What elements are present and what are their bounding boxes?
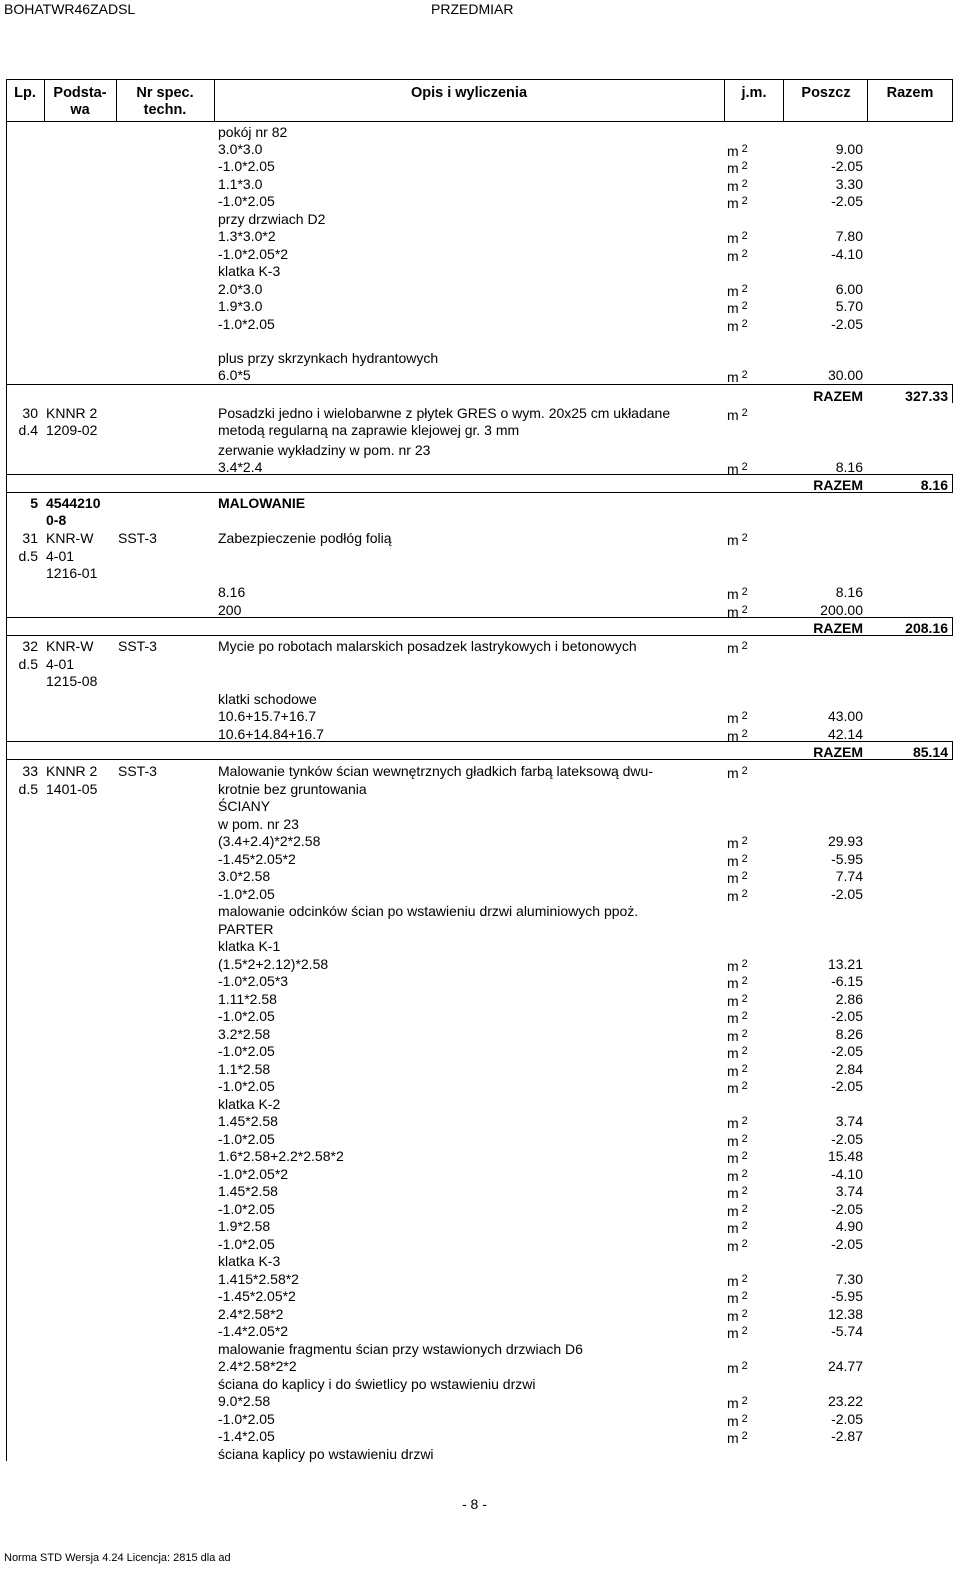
- cell-poszcz: 29.93: [827, 833, 863, 849]
- header-opis: Opis i wyliczenia: [410, 85, 528, 101]
- cell-opis: -1.0*2.05: [218, 1078, 275, 1094]
- cell-lp: 32: [22, 638, 38, 654]
- cell-opis: -1.0*2.05*3: [218, 973, 289, 989]
- cell-opis: pokój nr 82: [218, 124, 288, 140]
- cell-jm: m $^2$: [727, 586, 748, 602]
- cell-opis: -1.0*2.05: [218, 1411, 275, 1427]
- cell-opis: (3.4+2.4)*2*2.58: [218, 833, 321, 849]
- cell-jm: m $^2$: [727, 1168, 748, 1184]
- cell-opis: -1.0*2.05*2: [218, 246, 289, 262]
- cell-jm: m $^2$: [727, 1028, 748, 1044]
- cell-opis: krotnie bez gruntowania: [218, 781, 367, 797]
- cell-opis: 3.0*2.58: [218, 868, 271, 884]
- cell-jm: m $^2$: [727, 283, 748, 299]
- table-left-border: [6, 79, 7, 1461]
- cell-razem: 327.33: [905, 388, 948, 404]
- cell-poszcz: -4.10: [831, 246, 863, 262]
- cell-jm: m $^2$: [727, 1063, 748, 1079]
- header-bottom-border: [6, 121, 953, 122]
- cell-opis: 1.9*3.0: [218, 298, 263, 314]
- cell-jm: m $^2$: [727, 975, 748, 991]
- cell-opis: klatka K-3: [218, 263, 281, 279]
- cell-jm: m $^2$: [727, 993, 748, 1009]
- cell-opis: -1.0*2.05*2: [218, 1166, 289, 1182]
- cell-jm: m $^2$: [727, 1133, 748, 1149]
- cell-poszcz: -2.05: [831, 193, 863, 209]
- cell-jm: m $^2$: [727, 300, 748, 316]
- cell-jm: m $^2$: [727, 1220, 748, 1236]
- cell-poszcz: -2.05: [831, 1201, 863, 1217]
- cell-lp: 5: [30, 495, 38, 511]
- cell-opis: klatka K-2: [218, 1096, 281, 1112]
- cell-poszcz: 3.74: [835, 1113, 863, 1129]
- header-divider: [116, 79, 117, 122]
- cell-opis: 1.6*2.58+2.2*2.58*2: [218, 1148, 344, 1164]
- cell-poszcz: -6.15: [831, 973, 863, 989]
- cell-poszcz: 9.00: [835, 141, 863, 157]
- cell-podstawa: 0-8: [46, 512, 67, 528]
- cell-poszcz: -2.05: [831, 1411, 863, 1427]
- cell-opis: -1.0*2.05: [218, 1201, 275, 1217]
- cell-opis: Zabezpieczenie podłóg folią: [218, 530, 392, 546]
- cell-opis: 1.45*2.58: [218, 1183, 278, 1199]
- cell-poszcz: 5.70: [835, 298, 863, 314]
- cell-lp: d.4: [18, 422, 38, 438]
- cell-poszcz: 8.16: [835, 584, 863, 600]
- cell-opis: -1.45*2.05*2: [218, 851, 296, 867]
- cell-opis: 3.2*2.58: [218, 1026, 271, 1042]
- cell-poszcz: 8.16: [835, 459, 863, 475]
- cell-jm: m $^2$: [727, 640, 748, 656]
- cell-opis: zerwanie wykładziny w pom. nr 23: [218, 442, 431, 458]
- header-divider: [867, 79, 868, 122]
- cell-poszcz: -2.05: [831, 886, 863, 902]
- cell-jm: m $^2$: [727, 318, 748, 334]
- cell-opis: -1.45*2.05*2: [218, 1288, 296, 1304]
- cell-jm: m $^2$: [727, 1045, 748, 1061]
- header-divider: [724, 79, 725, 122]
- cell-poszcz: -4.10: [831, 1166, 863, 1182]
- cell-podstawa: 4-01: [46, 548, 75, 564]
- page-number: - 8 -: [462, 1496, 487, 1512]
- header-divider: [44, 79, 45, 122]
- header-divider: [783, 79, 784, 122]
- razem-box-border: [952, 474, 953, 493]
- cell-poszcz: -2.05: [831, 1008, 863, 1024]
- cell-jm: m $^2$: [727, 1150, 748, 1166]
- cell-jm: m $^2$: [727, 178, 748, 194]
- header-nr-spec-line1: Nr spec.: [136, 85, 194, 101]
- cell-opis: -1.0*2.05: [218, 1043, 275, 1059]
- cell-jm: m $^2$: [727, 1413, 748, 1429]
- cell-opis: PARTER: [218, 921, 274, 937]
- cell-poszcz: 8.26: [835, 1026, 863, 1042]
- cell-opis: 2.4*2.58*2*2: [218, 1358, 297, 1374]
- cell-opis: Mycie po robotach malarskich posadzek lastrykowych i betonowych: [218, 638, 637, 654]
- cell-jm: m $^2$: [727, 143, 748, 159]
- cell-opis: 3.4*2.4: [218, 459, 263, 475]
- cell-jm: m $^2$: [727, 230, 748, 246]
- cell-lp: 33: [22, 763, 38, 779]
- cell-poszcz: 23.22: [827, 1393, 863, 1409]
- cell-opis: klatki schodowe: [218, 691, 317, 707]
- header-podstawa-line1: Podsta-: [53, 85, 107, 101]
- cell-opis: 1.3*3.0*2: [218, 228, 276, 244]
- cell-jm: m $^2$: [727, 1203, 748, 1219]
- cell-opis: plus przy skrzynkach hydrantowych: [218, 350, 439, 366]
- cell-podstawa: 1215-08: [46, 673, 98, 689]
- header-jm: j.m.: [741, 85, 767, 101]
- cell-poszcz: 6.00: [835, 281, 863, 297]
- cell-lp: d.5: [18, 656, 38, 672]
- cell-poszcz: -2.05: [831, 1078, 863, 1094]
- header-nr-spec-line2: techn.: [143, 102, 187, 118]
- cell-opis: -1.0*2.05: [218, 316, 275, 332]
- cell-poszcz: 7.74: [835, 868, 863, 884]
- cell-nr-spec: SST-3: [118, 530, 157, 546]
- cell-opis: Posadzki jedno i wielobarwne z płytek GRES o wym. 20x25 cm układane: [218, 405, 671, 421]
- cell-nr-spec: SST-3: [118, 763, 157, 779]
- cell-podstawa: KNNR 2: [46, 763, 98, 779]
- cell-opis: 1.1*2.58: [218, 1061, 271, 1077]
- cell-jm: m $^2$: [727, 1185, 748, 1201]
- cell-podstawa: 1401-05: [46, 781, 98, 797]
- cell-opis: malowanie odcinków ścian po wstawieniu drzwi aluminiowych ppoż.: [218, 903, 639, 919]
- file-name: BOHATWR46ZADSL: [4, 1, 136, 17]
- cell-jm: m $^2$: [727, 1308, 748, 1324]
- cell-poszcz: 7.30: [835, 1271, 863, 1287]
- cell-opis: przy drzwiach D2: [218, 211, 326, 227]
- cell-opis: 9.0*2.58: [218, 1393, 271, 1409]
- cell-poszcz: 15.48: [827, 1148, 863, 1164]
- cell-opis: 1.1*3.0: [218, 176, 263, 192]
- cell-jm: m $^2$: [727, 765, 748, 781]
- cell-opis: -1.0*2.05: [218, 886, 275, 902]
- razem-box-border: [952, 617, 953, 636]
- cell-jm: m $^2$: [727, 888, 748, 904]
- cell-poszcz: -2.05: [831, 158, 863, 174]
- cell-jm: m $^2$: [727, 461, 748, 477]
- cell-jm: m $^2$: [727, 532, 748, 548]
- cell-podstawa: 1216-01: [46, 565, 98, 581]
- cell-nr-spec: SST-3: [118, 638, 157, 654]
- cell-poszcz: 200.00: [820, 602, 863, 618]
- cell-opis: (1.5*2+2.12)*2.58: [218, 956, 329, 972]
- header-poszcz: Poszcz: [801, 85, 851, 101]
- cell-jm: m $^2$: [727, 1010, 748, 1026]
- cell-poszcz: 43.00: [827, 708, 863, 724]
- cell-jm: m $^2$: [727, 1290, 748, 1306]
- cell-opis: -1.0*2.05: [218, 1008, 275, 1024]
- header-podstawa-line2: wa: [70, 102, 90, 118]
- cell-opis: 10.6+15.7+16.7: [218, 708, 317, 724]
- cell-opis: ściana do kaplicy i do świetlicy po wstawieniu drzwi: [218, 1376, 536, 1392]
- cell-opis: 3.0*3.0: [218, 141, 263, 157]
- cell-poszcz: 24.77: [827, 1358, 863, 1374]
- cell-jm: m $^2$: [727, 835, 748, 851]
- cell-opis: ściana kaplicy po wstawieniu drzwi: [218, 1446, 434, 1462]
- cell-opis: -1.4*2.05: [218, 1428, 275, 1444]
- cell-opis: 2.0*3.0: [218, 281, 263, 297]
- cell-poszcz: -2.05: [831, 1236, 863, 1252]
- cell-opis: metodą regularną na zaprawie klejowej gr. 3 mm: [218, 422, 520, 438]
- cell-opis: 1.9*2.58: [218, 1218, 271, 1234]
- cell-opis: 2.4*2.58*2: [218, 1306, 284, 1322]
- cell-poszcz: 30.00: [827, 367, 863, 383]
- cell-poszcz: 12.38: [827, 1306, 863, 1322]
- cell-poszcz: RAZEM: [813, 620, 863, 636]
- position-separator: [6, 384, 952, 385]
- cell-opis: -1.0*2.05: [218, 1236, 275, 1252]
- cell-jm: m $^2$: [727, 1430, 748, 1446]
- cell-poszcz: -2.05: [831, 1043, 863, 1059]
- cell-opis: -1.0*2.05: [218, 1131, 275, 1147]
- cell-opis: 6.0*5: [218, 367, 251, 383]
- cell-opis: 10.6+14.84+16.7: [218, 726, 324, 742]
- cell-razem: 208.16: [905, 620, 948, 636]
- cell-lp: 31: [22, 530, 38, 546]
- cell-poszcz: RAZEM: [813, 388, 863, 404]
- cell-opis: malowanie fragmentu ścian przy wstawionych drzwiach D6: [218, 1341, 583, 1357]
- cell-opis: ŚCIANY: [218, 798, 271, 814]
- cell-poszcz: -5.95: [831, 851, 863, 867]
- cell-jm: m $^2$: [727, 160, 748, 176]
- cell-razem: 8.16: [920, 477, 948, 493]
- cell-lp: 30: [22, 405, 38, 421]
- cell-jm: m $^2$: [727, 1273, 748, 1289]
- header-razem: Razem: [886, 85, 934, 101]
- cell-razem: 85.14: [912, 744, 948, 760]
- cell-opis: 1.45*2.58: [218, 1113, 278, 1129]
- cell-jm: m $^2$: [727, 853, 748, 869]
- document-title-bar: [0, 0, 960, 18]
- table-top-border: [6, 79, 953, 80]
- cell-opis: w pom. nr 23: [218, 816, 299, 832]
- cell-jm: m $^2$: [727, 710, 748, 726]
- header-divider: [214, 79, 215, 122]
- cell-jm: m $^2$: [727, 1395, 748, 1411]
- cell-poszcz: -5.74: [831, 1323, 863, 1339]
- cell-poszcz: RAZEM: [813, 477, 863, 493]
- cell-opis: MALOWANIE: [218, 495, 306, 511]
- cell-podstawa: 4-01: [46, 656, 75, 672]
- cell-podstawa: 4544210: [46, 495, 101, 511]
- cell-opis: -1.4*2.05*2: [218, 1323, 289, 1339]
- cell-jm: m $^2$: [727, 958, 748, 974]
- software-license-note: Norma STD Wersja 4.24 Licencja: 2815 dla ad: [4, 1552, 231, 1564]
- cell-poszcz: -5.95: [831, 1288, 863, 1304]
- cell-podstawa: KNR-W: [46, 530, 94, 546]
- cell-poszcz: 42.14: [827, 726, 863, 742]
- cell-opis: 1.11*2.58: [218, 991, 277, 1007]
- cell-poszcz: -2.87: [831, 1428, 863, 1444]
- cell-jm: m $^2$: [727, 248, 748, 264]
- cell-poszcz: RAZEM: [813, 744, 863, 760]
- cell-poszcz: 7.80: [835, 228, 863, 244]
- cell-jm: m $^2$: [727, 1080, 748, 1096]
- cell-podstawa: KNNR 2: [46, 405, 98, 421]
- cell-poszcz: 13.21: [827, 956, 863, 972]
- cell-jm: m $^2$: [727, 870, 748, 886]
- header-lp: Lp.: [14, 85, 36, 101]
- cell-jm: m $^2$: [727, 369, 748, 385]
- cell-opis: klatka K-1: [218, 938, 281, 954]
- cell-jm: m $^2$: [727, 195, 748, 211]
- cell-opis: klatka K-3: [218, 1253, 281, 1269]
- cell-jm: m $^2$: [727, 604, 748, 620]
- cell-opis: Malowanie tynków ścian wewnętrznych gładkich farbą lateksową dwu-: [218, 763, 653, 779]
- cell-opis: 1.415*2.58*2: [218, 1271, 299, 1287]
- cell-jm: m $^2$: [727, 1238, 748, 1254]
- cell-lp: d.5: [18, 548, 38, 564]
- razem-box-border: [952, 741, 953, 760]
- cell-podstawa: KNR-W: [46, 638, 94, 654]
- cell-opis: 200: [218, 602, 242, 618]
- cell-poszcz: -2.05: [831, 1131, 863, 1147]
- cell-poszcz: 4.90: [835, 1218, 863, 1234]
- cell-jm: m $^2$: [727, 1325, 748, 1341]
- cell-poszcz: 2.84: [835, 1061, 863, 1077]
- cell-opis: 8.16: [218, 584, 246, 600]
- cell-poszcz: 2.86: [835, 991, 863, 1007]
- cell-poszcz: -2.05: [831, 316, 863, 332]
- table-right-border: [952, 79, 953, 122]
- cell-jm: m $^2$: [727, 407, 748, 423]
- cell-poszcz: 3.30: [835, 176, 863, 192]
- cell-opis: -1.0*2.05: [218, 193, 275, 209]
- razem-box-border: [952, 384, 953, 403]
- cell-opis: -1.0*2.05: [218, 158, 275, 174]
- cell-jm: m $^2$: [727, 728, 748, 744]
- cell-podstawa: 1209-02: [46, 422, 98, 438]
- cell-jm: m $^2$: [727, 1115, 748, 1131]
- cell-poszcz: 3.74: [835, 1183, 863, 1199]
- cell-lp: d.5: [18, 781, 38, 797]
- cell-jm: m $^2$: [727, 1360, 748, 1376]
- document-type: PRZEDMIAR: [431, 1, 514, 17]
